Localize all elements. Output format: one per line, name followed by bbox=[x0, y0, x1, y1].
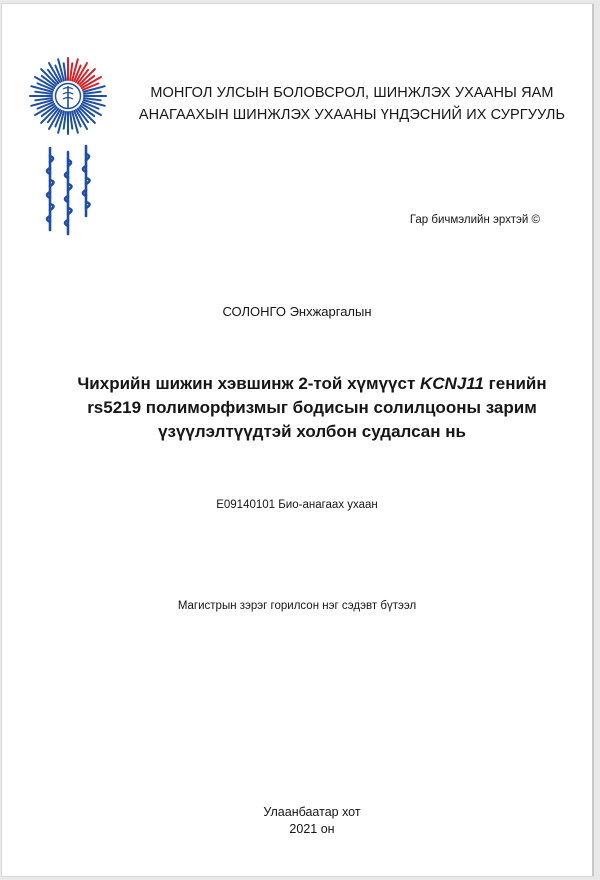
university-name: АНАГААХЫН ШИНЖЛЭХ УХААНЫ ҮНДЭСНИЙ ИХ СУРГУУЛЬ bbox=[138, 107, 566, 123]
city: Улаанбаатар хот bbox=[263, 805, 361, 819]
title-line-1 bbox=[42, 372, 582, 396]
gene-name: KCNJ11 bbox=[420, 374, 484, 393]
title-line-2: rs5219 полиморфизмыг бодисын солилцооны зарим bbox=[87, 398, 537, 417]
year: 2021 он bbox=[289, 822, 335, 836]
title-line-1-end: генийн bbox=[483, 374, 547, 393]
degree-statement: Магистрын зэрэг горилсон нэг сэдэвт бүтээл bbox=[177, 600, 417, 612]
specialty-code: E09140101 Био-анагаах ухаан bbox=[216, 499, 378, 511]
author-name: СОЛОНГО Энхжаргалын bbox=[222, 304, 372, 319]
title-line-1-start: Чихрийн шижин хэвшинж 2-той хүмүүст bbox=[77, 374, 420, 393]
place-and-year bbox=[2, 804, 600, 838]
ministry-header bbox=[122, 82, 582, 126]
ministry-name: МОНГОЛ УЛСЫН БОЛОВСРОЛ, ШИНЖЛЭХ УХААНЫ ЯАМ bbox=[150, 85, 554, 101]
university-emblem-icon bbox=[28, 56, 108, 136]
thesis-title bbox=[42, 372, 582, 444]
document-page bbox=[2, 4, 592, 876]
copyright-notice: Гар бичмэлийн эрхтэй © bbox=[409, 214, 540, 226]
title-line-3: үзүүлэлтүүдтэй холбон судалсан нь bbox=[158, 422, 466, 441]
mongolian-script-text bbox=[36, 144, 100, 240]
